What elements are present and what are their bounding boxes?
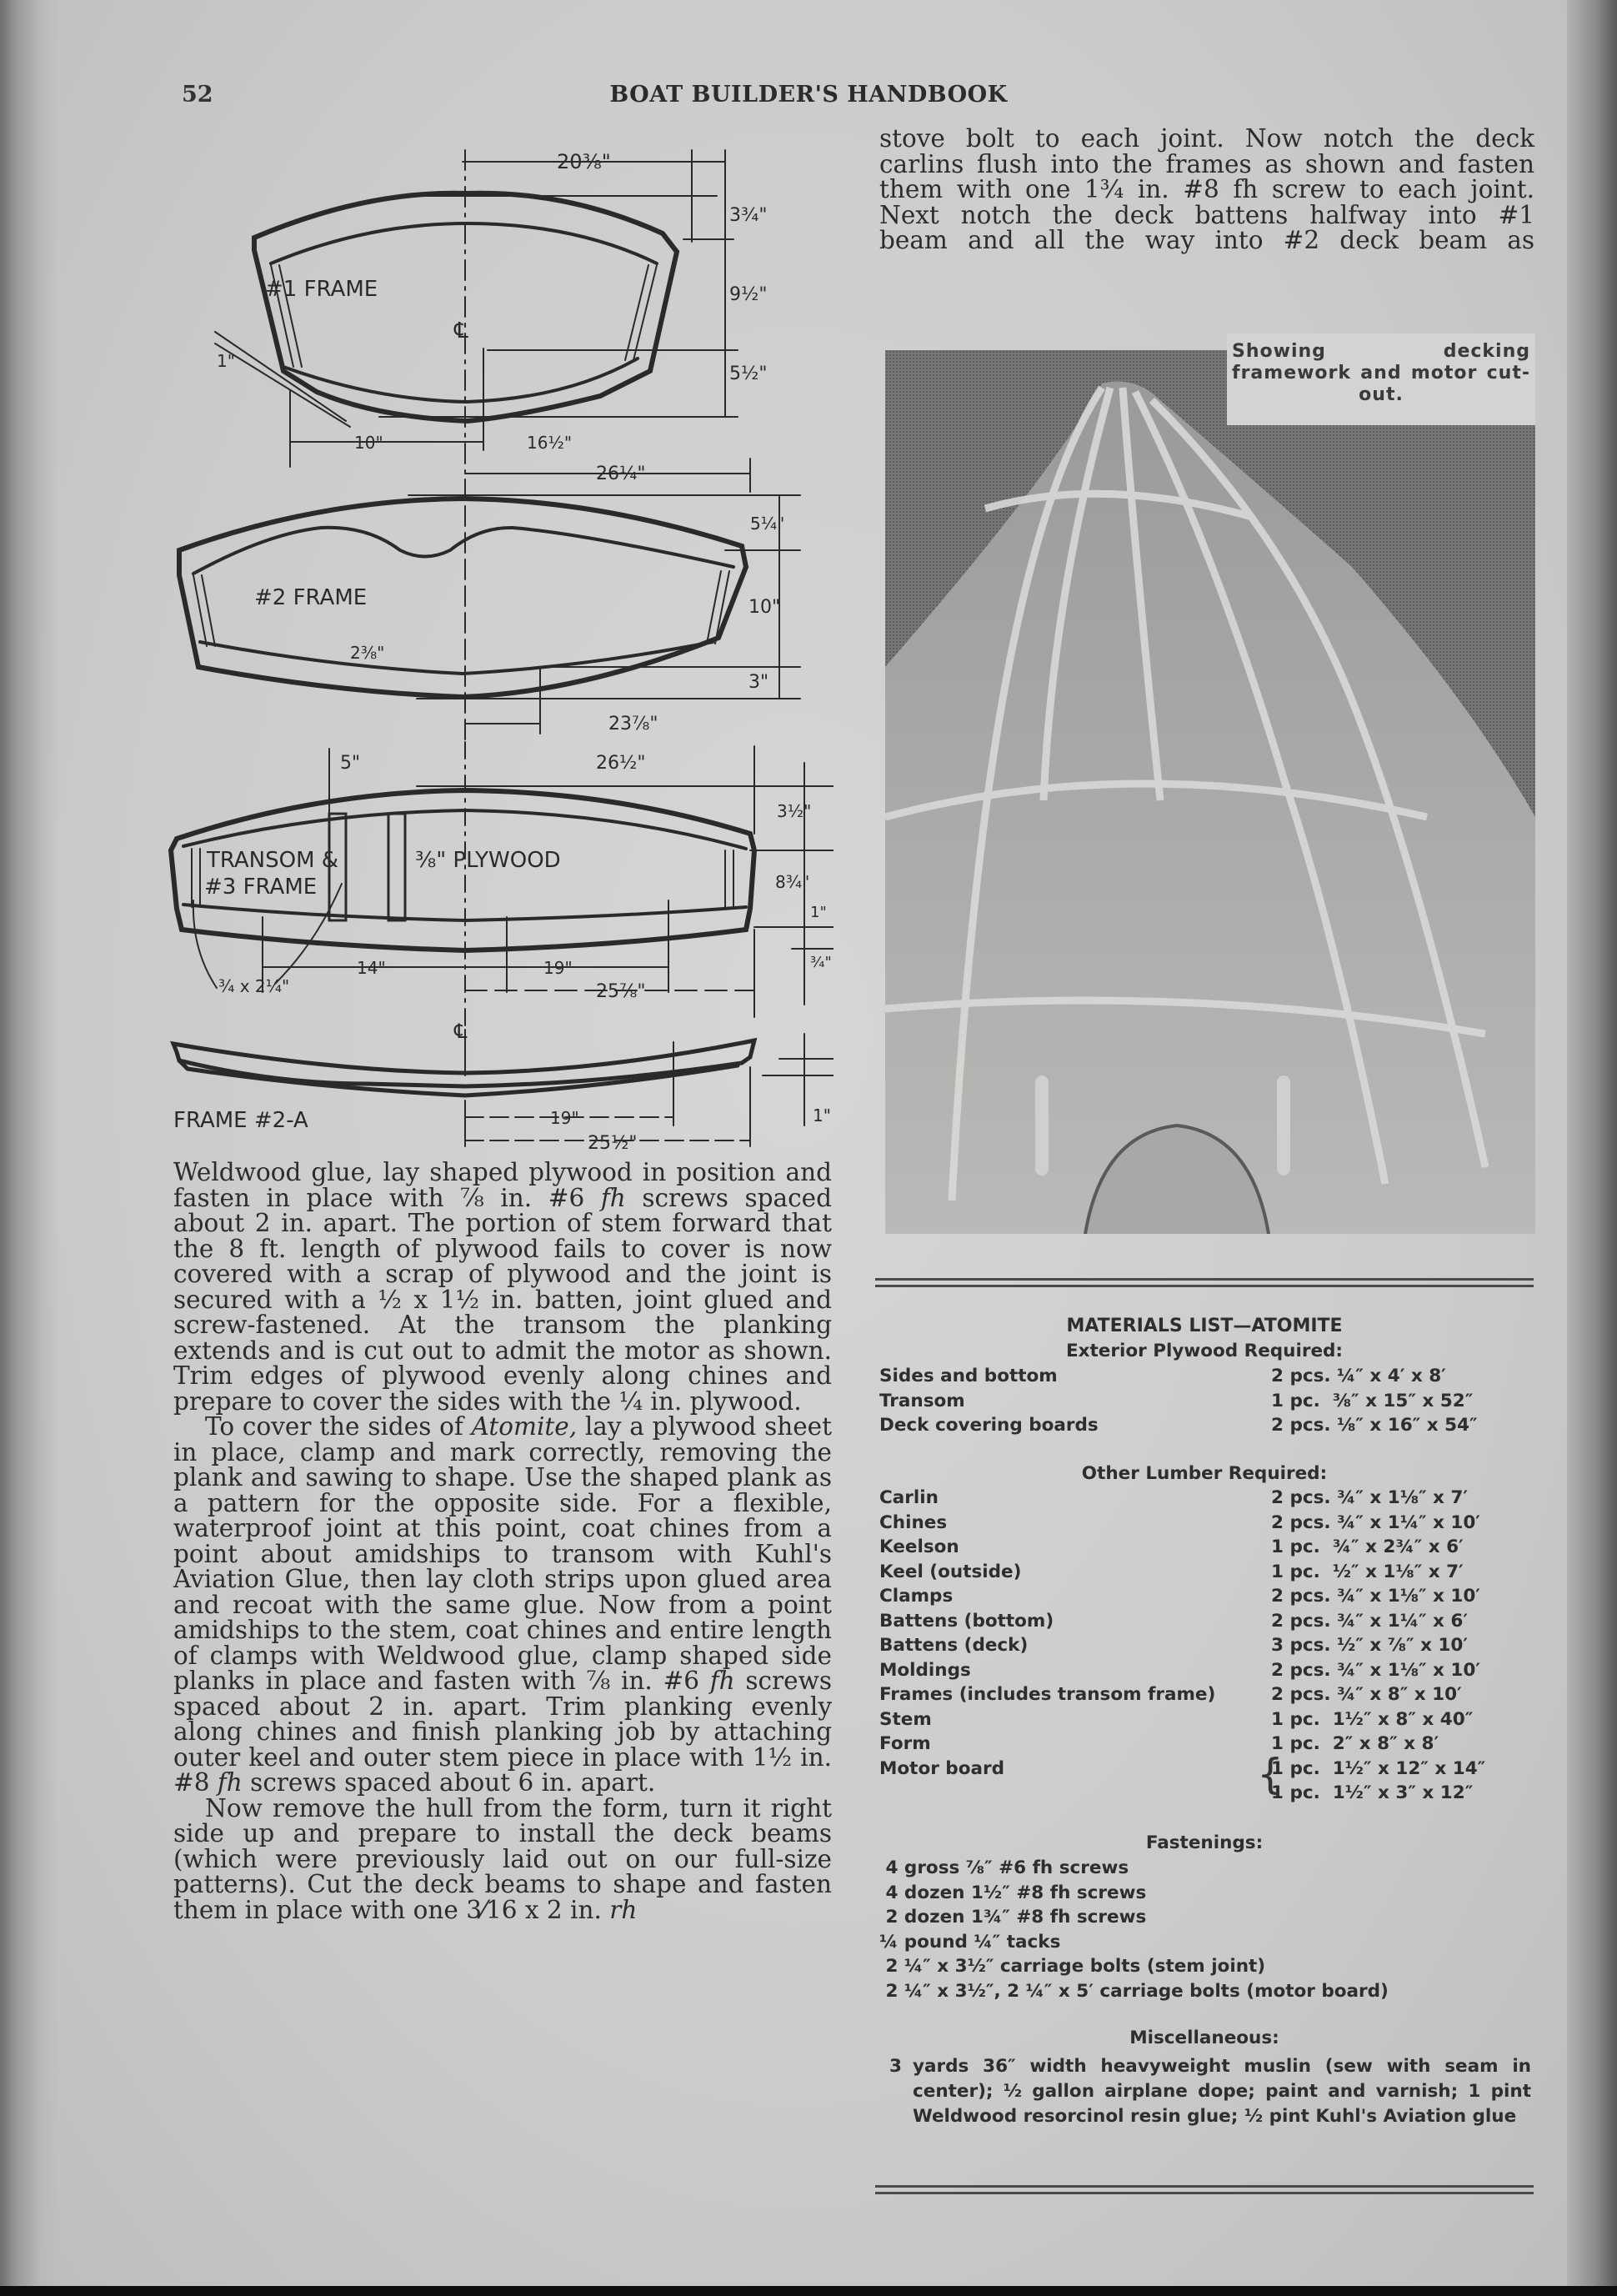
- material-item: Chines: [879, 1511, 948, 1533]
- motor-board-brace: {: [1257, 1749, 1284, 1798]
- dim-19: 19": [543, 958, 573, 978]
- material-quantity: 1 pc. 2″ x 8″ x 8′: [1271, 1733, 1439, 1754]
- lumber-row: [879, 1611, 1538, 1635]
- fastening-item: 2 ¼″ x 3½″, 2 ¼″ x 5′ carriage bolts (motor board): [879, 1980, 1389, 2002]
- plywood-row: [879, 1391, 1538, 1415]
- dim-8-3-4: 8¾": [775, 872, 810, 892]
- body-paragraph: [173, 1414, 832, 1796]
- dim-5-1-4: 5¼": [750, 514, 785, 534]
- fastening-item: 4 gross ⅞″ #6 fh screws: [879, 1857, 1129, 1878]
- right-column-continuation: [879, 126, 1534, 253]
- italic-text: fh: [217, 1768, 243, 1797]
- dim-20-3-8: 20⅜": [557, 150, 611, 173]
- double-rule-bottom-2: [875, 2192, 1534, 2194]
- italic-text: Atomite,: [471, 1412, 578, 1441]
- dim-3-1-2: 3½": [777, 801, 812, 821]
- page-number: 52: [182, 82, 213, 108]
- material-quantity: 2 pcs. ¾″ x 8″ x 10′: [1271, 1684, 1462, 1705]
- fastening-item: 2 dozen 1¾″ #8 fh screws: [879, 1907, 1147, 1928]
- misc-number: 3: [889, 2056, 902, 2077]
- double-rule-top-2: [875, 1285, 1534, 1287]
- materials-title: MATERIALS LIST—ATOMITE: [1066, 1316, 1343, 1336]
- frame-2-drawing: [179, 479, 800, 750]
- lumber-row: [879, 1586, 1538, 1610]
- dim-14: 14": [357, 958, 386, 978]
- italic-text: fh: [709, 1667, 735, 1695]
- dim-26-1-4: 26¼": [596, 464, 646, 484]
- running-head: BOAT BUILDER'S HANDBOOK: [609, 82, 1008, 108]
- material-quantity: 2 pcs. ¾″ x 1⅛″ x 10′: [1271, 1659, 1480, 1681]
- material-quantity: 2 pcs. ¾″ x 1¼″ x 10′: [1271, 1511, 1480, 1533]
- lumber-row: [879, 1758, 1538, 1782]
- lumber-row: [879, 1562, 1538, 1586]
- dim-1-inch-angle: 1": [217, 351, 235, 371]
- frame-3-label-line2: #3 FRAME: [204, 875, 318, 900]
- text-line: Next notch the deck battens halfway into #1: [879, 200, 1534, 229]
- dim-5-inch: 5": [340, 753, 361, 774]
- dim-25-7-8: 25⅞": [596, 981, 646, 1002]
- fastenings-heading: Fastenings:: [1145, 1832, 1264, 1853]
- fastening-item: 4 dozen 1½″ #8 fh screws: [879, 1882, 1147, 1903]
- text-run: lay a plywood sheet in place, clamp and mark correctly, removing the plank and sawing to shape. Use the shaped plank as a pattern for the opposite side. For a flexible, waterproof joint at this point, coat chines from a point about amidships to transom with Kuhl's Aviation Glue, then lay cloth strips upon glued area and recoat with the same glue. Now from a point amidships to the stem, coat chines and entire length of clamps with Weldwood glue, clamp shaped side planks in place and fasten with ⅞ in. #6: [173, 1412, 832, 1695]
- misc-text: yards 36″ width heavyweight muslin (sew with seam in center); ½ gallon airplane dope; paint and varnish; 1 pint Weldwood resorcinol resin glue; ½ pint Kuhl's Aviation glue: [913, 2056, 1531, 2127]
- fastening-item: 2 ¼″ x 3½″ carriage bolts (stem joint): [879, 1956, 1266, 1977]
- photo-caption: Showing decking framework and motor cut-out.: [1232, 341, 1530, 405]
- material-quantity: 2 pcs. ¾″ x 1⅛″ x 10′: [1271, 1586, 1480, 1607]
- frame-1-drawing: [215, 150, 750, 500]
- body-paragraph: [173, 1160, 832, 1414]
- plywood-heading: Exterior Plywood Required:: [1065, 1341, 1344, 1361]
- material-item: Stem: [879, 1708, 932, 1730]
- material-item: Frames (includes transom frame): [879, 1684, 1216, 1705]
- lumber-row: [879, 1487, 1538, 1511]
- dim-3-4: ¾": [810, 954, 832, 971]
- text-run: screws spaced about 6 in. apart.: [242, 1768, 656, 1797]
- lumber-row: [879, 1660, 1538, 1684]
- hull-framework-photo: [885, 350, 1535, 1234]
- frame-2a-label: FRAME #2-A: [173, 1108, 308, 1133]
- plywood-row: [879, 1415, 1538, 1439]
- material-item: Form: [879, 1733, 931, 1754]
- dim-2-3-8: 2⅜": [350, 643, 385, 663]
- material-item: Deck covering boards: [879, 1415, 1099, 1436]
- dim-3-inch: 3": [748, 672, 769, 693]
- frame-2-label: #2 FRAME: [254, 585, 368, 610]
- text-run: screws spaced about 2 in. apart. The portion of stem forward that the 8 ft. length of plywood fails to cover is now covered with a scrap of plywood and the joint is secured with a ½ x 1½ in. batten, joint glued and screw-fastened. At the transom the planking extends and is cut out to admit the motor as shown. Trim edges of plywood evenly along chines and prepare to cover the sides with the ¼ in. plywood.: [173, 1183, 832, 1416]
- dim-26-1-2: 26½": [596, 753, 646, 774]
- material-item: Clamps: [879, 1586, 954, 1607]
- fastening-item: ¼ pound ¼″ tacks: [879, 1931, 1061, 1953]
- material-quantity: 2 pcs. ¾″ x 1⅛″ x 7′: [1271, 1487, 1469, 1508]
- material-quantity: 1 pc. ⅜″ x 15″ x 52″: [1271, 1390, 1474, 1411]
- text-run: screws spaced about 2 in. apart. Trim planking evenly along chines and finish planking job by attaching outer keel and outer stem piece in place with 1½ in. #8: [173, 1667, 832, 1797]
- text-run: To cover the sides of: [205, 1412, 472, 1441]
- material-quantity: 1 pc. ½″ x 1⅛″ x 7′: [1271, 1561, 1464, 1582]
- material-quantity: 2 pcs. ⅛″ x 16″ x 54″: [1271, 1415, 1478, 1436]
- material-item: Keelson: [879, 1537, 959, 1557]
- material-quantity: 1 pc. 1½″ x 8″ x 40″: [1271, 1708, 1474, 1730]
- material-quantity: 2 pcs. ¼″ x 4′ x 8′: [1271, 1366, 1446, 1386]
- material-item: Carlin: [879, 1487, 939, 1508]
- material-item: Moldings: [879, 1659, 971, 1681]
- double-rule-bottom-1: [875, 2185, 1534, 2188]
- misc-entry: [889, 2054, 1531, 2129]
- dim-1-inch-2a: 1": [813, 1105, 831, 1125]
- material-item: Battens (deck): [879, 1635, 1029, 1656]
- italic-text: fh: [600, 1183, 626, 1212]
- dim-5-1-2: 5½": [729, 363, 768, 384]
- frame-2a-centerline-mark: ℄: [454, 1020, 468, 1043]
- dim-25-1-2: 25½": [588, 1133, 638, 1154]
- frame-3-label-line1: TRANSOM &: [207, 848, 339, 873]
- italic-text: rh: [609, 1895, 638, 1924]
- text-line: carlins flush into the frames as shown and fasten: [879, 149, 1534, 178]
- dim-1-inch: 1": [810, 904, 827, 921]
- material-item: Sides and bottom: [879, 1366, 1058, 1386]
- material-quantity: 2 pcs. ¾″ x 1¼″ x 6′: [1271, 1610, 1469, 1632]
- dim-10: 10": [354, 433, 383, 453]
- body-paragraph: [173, 1793, 832, 1924]
- text-line: beam and all the way into #2 deck beam as: [879, 226, 1534, 254]
- dim-16-1-2: 16½": [527, 433, 573, 453]
- lumber-row: [879, 1709, 1538, 1733]
- lumber-row: [879, 1684, 1538, 1708]
- dim-23-7-8: 23⅞": [608, 714, 658, 734]
- misc-heading: Miscellaneous:: [1129, 2028, 1279, 2048]
- page-edge-shadow: [1567, 0, 1617, 2286]
- dim-9-1-2: 9½": [729, 284, 768, 305]
- text-line: them with one 1¾ in. #8 fh screw to each joint.: [879, 175, 1534, 203]
- lumber-row: [879, 1512, 1538, 1537]
- frame-1-centerline-mark: ℄: [454, 318, 468, 343]
- material-item: Transom: [879, 1390, 965, 1411]
- material-quantity: 1 pc. 1½″ x 3″ x 12″: [1271, 1782, 1474, 1803]
- material-quantity: 1 pc. 1½″ x 12″ x 14″: [1271, 1757, 1486, 1779]
- left-column-body: [173, 1160, 832, 1923]
- material-quantity: 3 pcs. ½″ x ⅞″ x 10′: [1271, 1635, 1469, 1656]
- lumber-row: [879, 1537, 1538, 1561]
- material-item: Battens (bottom): [879, 1610, 1054, 1632]
- lumber-row: [879, 1635, 1538, 1659]
- dim-19-2a: 19": [550, 1108, 579, 1128]
- text-run: Weldwood glue, lay shaped plywood in position and fasten in place with ⅞ in. #6: [173, 1158, 832, 1212]
- dim-3-4-x-2-1-4: ¾ x 2¼": [218, 976, 290, 996]
- material-quantity: 1 pc. ¾″ x 2¾″ x 6′: [1271, 1537, 1464, 1557]
- text-run: Now remove the hull from the form, turn it right side up and prepare to install the deck beams (which were previously laid out on our full-size patterns). Cut the deck beams to shape and fasten them in place with one 3⁄16 x 2 in.: [173, 1793, 832, 1924]
- dim-10-inch: 10": [748, 597, 781, 618]
- material-item: Keel (outside): [879, 1561, 1022, 1582]
- double-rule-top-1: [875, 1278, 1534, 1281]
- dim-3-3-4: 3¾": [729, 205, 768, 226]
- lumber-row: [879, 1733, 1538, 1757]
- lumber-row: [879, 1782, 1538, 1807]
- plywood-row: [879, 1366, 1538, 1390]
- lumber-heading: Other Lumber Required:: [1081, 1463, 1328, 1484]
- text-line: stove bolt to each joint. Now notch the deck: [879, 124, 1534, 153]
- frame-1-label: #1 FRAME: [265, 277, 378, 302]
- material-item: Motor board: [879, 1757, 1004, 1779]
- page-gutter-shadow: [0, 0, 58, 2286]
- frame-diagrams: [167, 142, 834, 1159]
- plywood-note: ⅜" PLYWOOD: [415, 848, 561, 873]
